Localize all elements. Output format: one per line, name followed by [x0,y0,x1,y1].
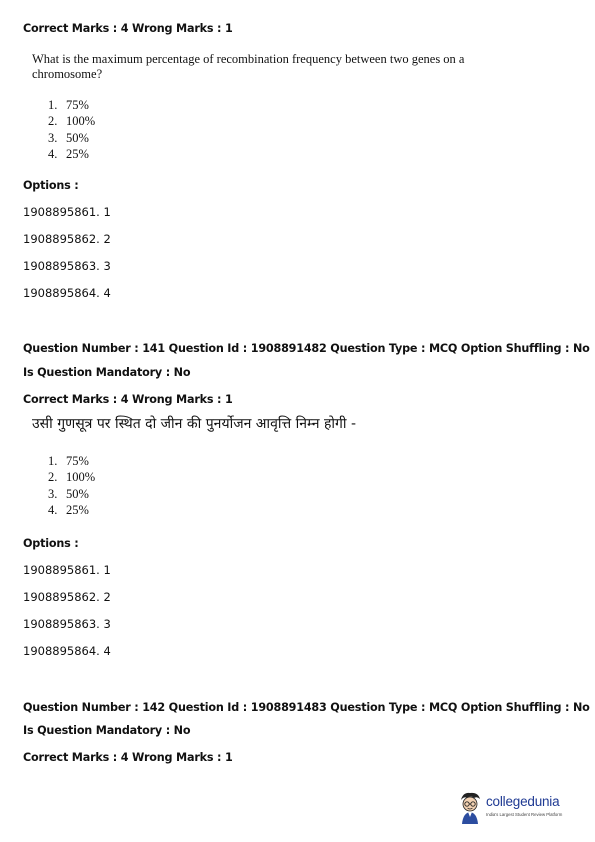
logo-tagline: India's Largest Student Review Platform [486,812,563,817]
choice-item: 3. 50% [48,130,89,145]
q141-mandatory: Is Question Mandatory : No [23,366,191,379]
q1-options-label: Options : [23,179,79,192]
q1-marks: Correct Marks : 4 Wrong Marks : 1 [23,22,233,35]
choice-item: 3. 50% [48,486,89,501]
logo-wordmark: collegedunia [486,794,560,809]
q141-option-1: 1908895861. 1 [23,563,111,577]
choice-item: 1. 75% [48,454,89,468]
q1-option-4: 1908895864. 4 [23,286,111,300]
q1-option-3: 1908895863. 3 [23,259,111,273]
choice-item: 4. 25% [48,502,89,517]
q141-header: Question Number : 141 Question Id : 1908891482 Question Type : MCQ Option Shuffling : No [23,342,590,355]
choice-item: 2. 100% [48,114,96,129]
q142-marks: Correct Marks : 4 Wrong Marks : 1 [23,751,233,764]
choice-item: 1. 75% [48,98,89,112]
choice-item: 4. 25% [48,146,89,161]
q141-option-3: 1908895863. 3 [23,617,111,631]
q1-option-1: 1908895861. 1 [23,205,111,219]
q142-mandatory: Is Question Mandatory : No [23,724,191,737]
q1-option-2: 1908895862. 2 [23,232,111,246]
q141-option-2: 1908895862. 2 [23,590,111,604]
collegedunia-logo [455,790,575,830]
q141-choices [48,453,95,518]
q141-marks: Correct Marks : 4 Wrong Marks : 1 [23,393,233,406]
q1-choices [48,97,95,162]
q141-options-label: Options : [23,537,79,550]
q142-header: Question Number : 142 Question Id : 1908891483 Question Type : MCQ Option Shuffling : No [23,701,590,714]
q1-text: What is the maximum percentage of recombination frequency between two genes on a chromosome? [32,52,465,81]
q141-option-4: 1908895864. 4 [23,644,111,658]
choice-item: 2. 100% [48,470,96,485]
q141-text: उसी गुणसूत्र पर स्थित दो जीन की पुनर्योजन आवृत्ति निम्न होगी - [32,416,357,432]
student-mascot-icon [455,790,485,826]
